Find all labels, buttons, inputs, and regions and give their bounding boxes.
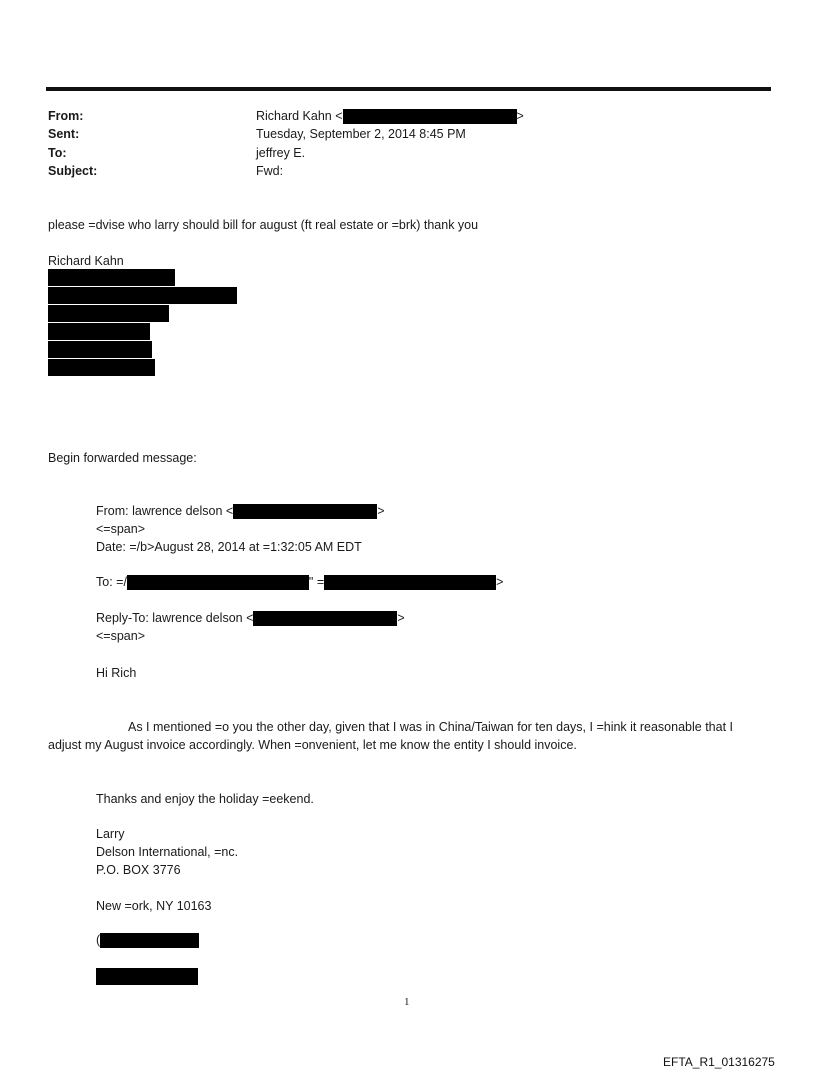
sent-value: Tuesday, September 2, 2014 8:45 PM	[256, 127, 466, 141]
redaction-block	[343, 109, 517, 124]
to-label: To:	[48, 146, 67, 160]
fwd-phone-open: (	[96, 933, 101, 947]
fwd-sig-name: Larry	[96, 827, 125, 841]
from-label: From:	[48, 109, 84, 123]
fwd-span-tag: <=span>	[96, 629, 146, 643]
subject-value: Fwd:	[256, 164, 284, 178]
fwd-greeting: Hi Rich	[96, 666, 137, 680]
fwd-paragraph-line1: As I mentioned =o you the other day, given that I was in China/Taiwan for ten days, I =hink it reasonable that I	[128, 720, 733, 734]
fwd-from-line	[96, 504, 385, 519]
fwd-sig-po: P.O. BOX 3776	[96, 863, 181, 877]
redaction-block	[233, 504, 377, 519]
from-name: Richard Kahn <	[256, 109, 343, 123]
fwd-sig-city: New =ork, NY 10163	[96, 899, 212, 913]
from-value	[256, 109, 524, 124]
signature-name: Richard Kahn	[48, 254, 124, 268]
fwd-to-close: >	[496, 575, 504, 589]
from-close: >	[516, 109, 524, 123]
forward-intro: Begin forwarded message:	[48, 451, 197, 465]
redaction-block	[253, 611, 397, 626]
body-line: please =dvise who larry should bill for august (ft real estate or =brk) thank you	[48, 218, 479, 232]
redaction-block	[324, 575, 496, 590]
subject-label: Subject:	[48, 164, 98, 178]
redaction-block	[48, 341, 152, 358]
document-id: EFTA_R1_01316275	[663, 1055, 775, 1069]
redaction-block	[48, 305, 169, 322]
redaction-block	[48, 269, 175, 286]
fwd-reply-to-line	[96, 611, 405, 626]
fwd-to-line	[96, 575, 503, 590]
fwd-paragraph-line2: adjust my August invoice accordingly. When =onvenient, let me know the entity I should invoice.	[48, 738, 577, 752]
redaction-block	[48, 359, 155, 376]
fwd-reply-to-close: >	[397, 611, 405, 625]
fwd-phone-line	[96, 933, 199, 948]
redaction-block	[100, 933, 199, 948]
fwd-from-close: >	[377, 504, 385, 518]
redaction-block	[48, 287, 237, 304]
fwd-sig-company: Delson International, =nc.	[96, 845, 239, 859]
header-rule	[46, 87, 771, 91]
page-number: 1	[404, 996, 410, 1008]
to-value: jeffrey E.	[256, 146, 306, 160]
fwd-thanks: Thanks and enjoy the holiday =eekend.	[96, 792, 314, 806]
redaction-block	[48, 323, 150, 340]
sent-label: Sent:	[48, 127, 80, 141]
fwd-span-tag: <=span>	[96, 522, 146, 536]
fwd-from-text: From: lawrence delson <	[96, 504, 234, 518]
fwd-reply-to-text: Reply-To: lawrence delson <	[96, 611, 254, 625]
fwd-to-mid: " =	[308, 575, 325, 589]
redaction-block	[96, 968, 198, 985]
fwd-date-line: Date: =/b>August 28, 2014 at =1:32:05 AM EDT	[96, 540, 362, 554]
fwd-to-prefix: To: =/	[96, 575, 127, 589]
redaction-block	[127, 575, 309, 590]
